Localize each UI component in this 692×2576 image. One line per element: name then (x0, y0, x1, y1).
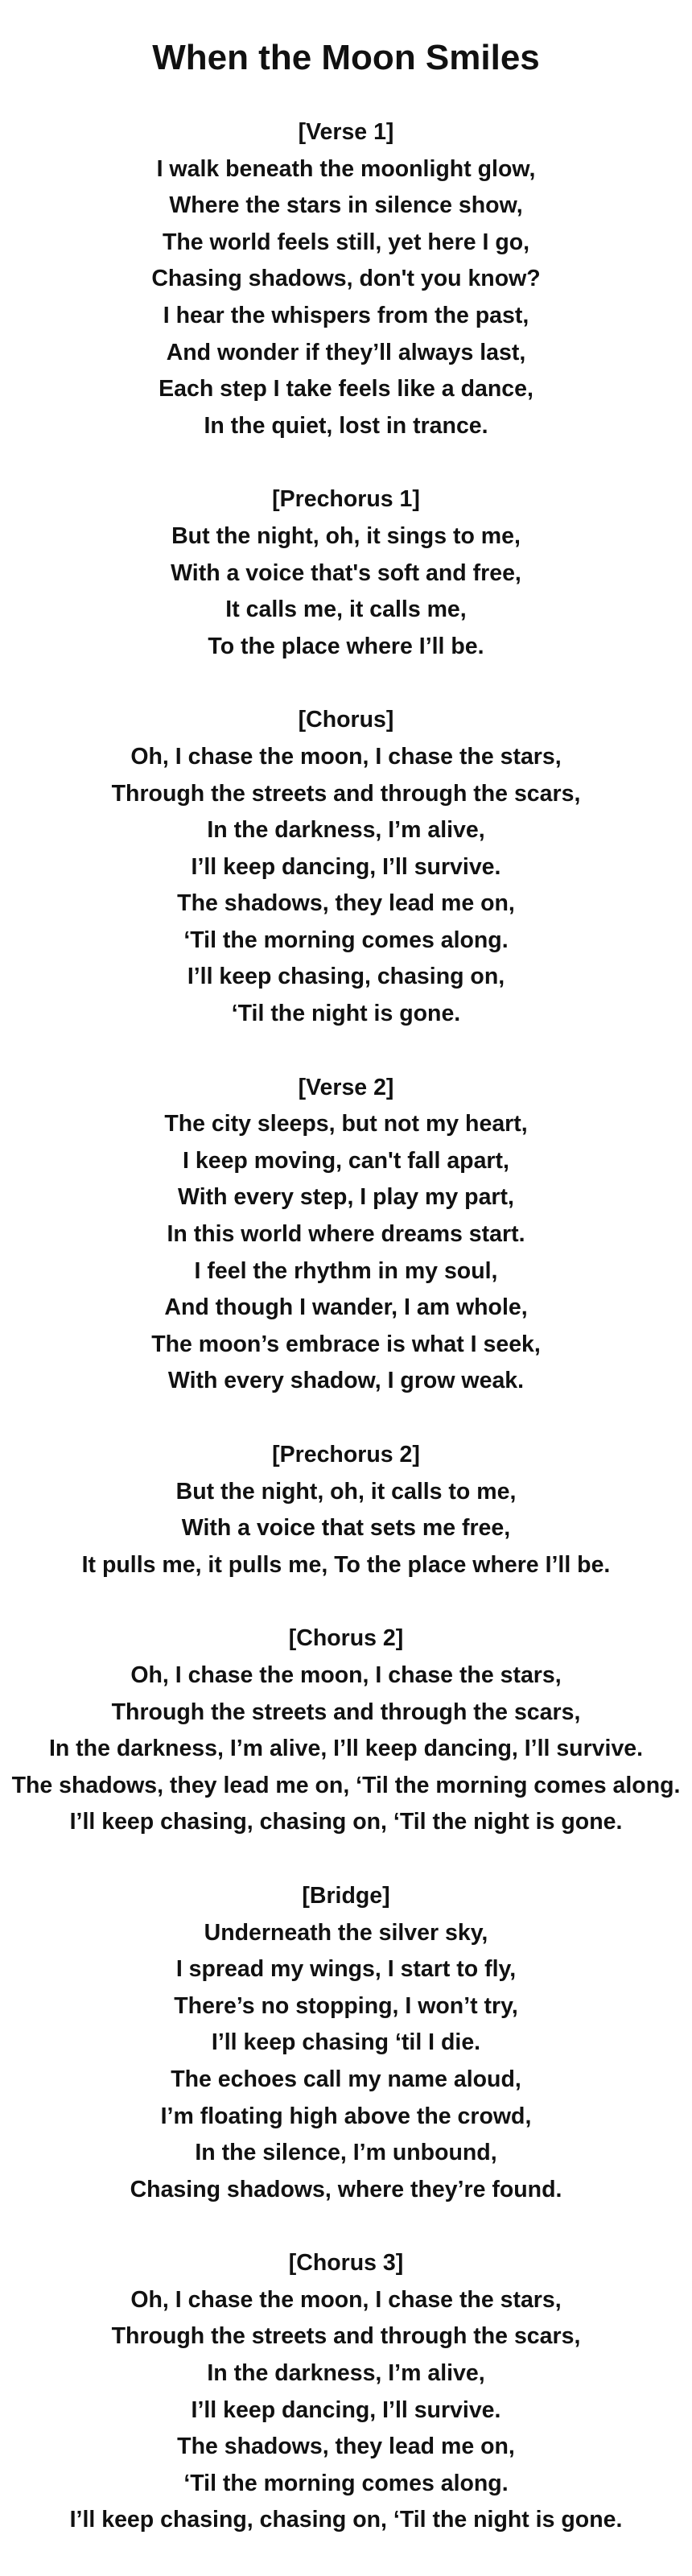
lyric-line: Oh, I chase the moon, I chase the stars, (130, 2286, 562, 2313)
lyric-line: I’ll keep chasing ‘til I die. (211, 2029, 481, 2056)
lyric-line: To the place where I’ll be. (208, 633, 484, 659)
lyric-line: The moon’s embrace is what I seek, (151, 1331, 541, 1357)
section-label: [Chorus 3] (288, 2250, 404, 2277)
lyrics-body (0, 114, 692, 2539)
section-label: [Chorus] (298, 707, 394, 733)
lyric-line: I walk beneath the moonlight glow, (156, 155, 536, 182)
lyric-line: I feel the rhythm in my soul, (194, 1257, 498, 1284)
lyric-line: ‘Til the morning comes along. (183, 2470, 509, 2496)
lyric-line: Where the stars in silence show, (169, 192, 523, 219)
lyric-line: Chasing shadows, don't you know? (151, 266, 541, 292)
section-label: [Prechorus 2] (272, 1442, 420, 1468)
lyric-line: In the silence, I’m unbound, (195, 2140, 497, 2166)
lyrics-section (0, 114, 692, 444)
section-label: [Verse 2] (298, 1074, 394, 1100)
lyric-line: In the darkness, I’m alive, I’ll keep dancing, I’ll survive. (48, 1736, 644, 1762)
lyric-line: In the quiet, lost in trance. (204, 412, 488, 439)
lyric-line: I’m floating high above the crowd, (160, 2103, 532, 2129)
lyric-line: Chasing shadows, where they’re found. (130, 2176, 562, 2202)
lyric-line: There’s no stopping, I won’t try, (174, 1992, 518, 2019)
lyric-line: I’ll keep dancing, I’ll survive. (191, 853, 501, 880)
lyric-line: The shadows, they lead me on, (177, 890, 515, 917)
lyric-line: Underneath the silver sky, (204, 1919, 488, 1946)
lyric-line: In the darkness, I’m alive, (207, 817, 485, 844)
lyrics-section (0, 702, 692, 1032)
lyric-line: But the night, oh, it sings to me, (171, 522, 521, 549)
lyric-line: Oh, I chase the moon, I chase the stars, (130, 743, 562, 770)
lyric-line: In the darkness, I’m alive, (207, 2360, 485, 2387)
lyric-line: The shadows, they lead me on, (177, 2434, 515, 2460)
lyric-line: With every step, I play my part, (178, 1184, 514, 1211)
lyric-line: Each step I take feels like a dance, (159, 376, 533, 402)
lyric-line: Through the streets and through the scars, (111, 2323, 581, 2350)
lyric-line: With a voice that sets me free, (181, 1515, 511, 1542)
song-title: When the Moon Smiles (152, 38, 540, 77)
lyric-line: With every shadow, I grow weak. (167, 1368, 525, 1394)
section-label: [Verse 1] (298, 119, 394, 145)
lyric-line: Oh, I chase the moon, I chase the stars, (130, 1662, 562, 1688)
section-label: [Chorus 2] (288, 1625, 404, 1652)
lyrics-section (0, 481, 692, 665)
lyric-line: Through the streets and through the scars, (111, 1699, 581, 1725)
lyric-line: With a voice that's soft and free, (171, 559, 521, 586)
lyric-line: Through the streets and through the scars, (111, 780, 581, 807)
lyric-line: And wonder if they’ll always last, (166, 339, 526, 365)
section-label: [Bridge] (302, 1882, 390, 1909)
lyric-line: But the night, oh, it calls to me, (175, 1478, 517, 1505)
lyric-line: And though I wander, I am whole, (164, 1294, 528, 1321)
lyric-line: I’ll keep chasing, chasing on, (187, 964, 505, 990)
lyric-line: In this world where dreams start. (167, 1221, 525, 1248)
lyric-line: The world feels still, yet here I go, (162, 229, 530, 255)
lyrics-section (0, 1070, 692, 1400)
lyric-line: I’ll keep dancing, I’ll survive. (191, 2396, 501, 2423)
lyric-line: It calls me, it calls me, (225, 597, 467, 623)
lyric-line: ‘Til the night is gone. (231, 1001, 461, 1027)
lyric-line: The shadows, they lead me on, ‘Til the morning comes along. (11, 1772, 681, 1798)
lyric-line: I hear the whispers from the past, (163, 302, 529, 328)
lyric-line: The echoes call my name aloud, (171, 2066, 521, 2092)
lyric-line: It pulls me, it pulls me, To the place where I’ll be. (81, 1551, 611, 1578)
lyric-line: ‘Til the morning comes along. (183, 927, 509, 953)
lyrics-section (0, 1620, 692, 1841)
lyric-line: The city sleeps, but not my heart, (164, 1111, 528, 1137)
lyric-line: I spread my wings, I start to fly, (175, 1956, 517, 1983)
lyrics-section (0, 1437, 692, 1583)
lyrics-section (0, 1878, 692, 2208)
lyric-line: I’ll keep chasing, chasing on, ‘Til the night is gone. (69, 2507, 623, 2533)
lyric-line: I keep moving, can't fall apart, (183, 1147, 509, 1174)
lyrics-section (0, 2245, 692, 2539)
section-label: [Prechorus 1] (272, 486, 420, 513)
lyric-line: I’ll keep chasing, chasing on, ‘Til the night is gone. (69, 1809, 623, 1835)
